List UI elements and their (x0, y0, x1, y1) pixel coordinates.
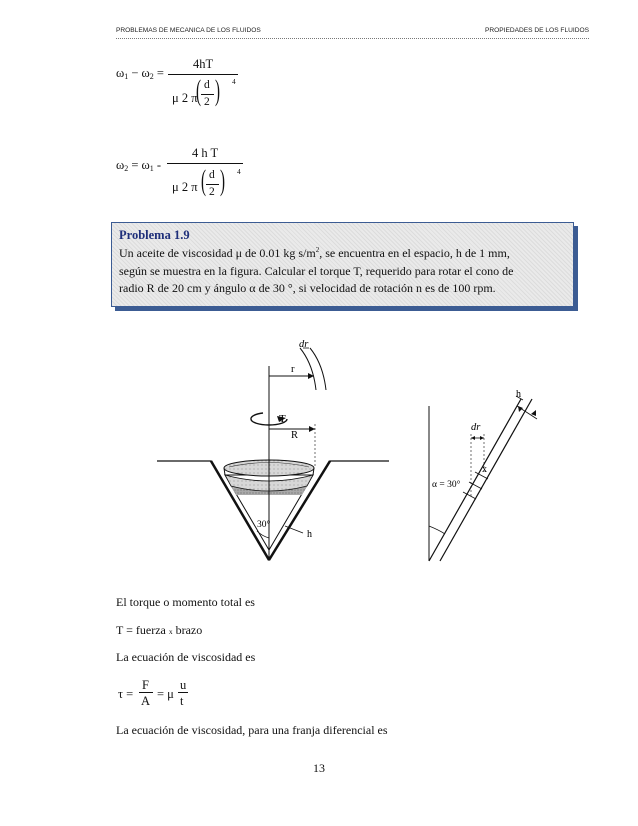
label-R: R (291, 430, 299, 441)
equation-1-numerator: 4hT (193, 57, 214, 71)
viscosity-u-over-t-bar (178, 692, 188, 693)
viscosity-F-over-A-bar (139, 692, 153, 693)
equation-1-denominator-prefix: μ 2 π (172, 91, 198, 105)
problem-title: Problema 1.9 (119, 228, 190, 242)
equation-2-exponent: 4 (237, 167, 241, 176)
header-left-title: PROBLEMAS DE MECANICA DE LOS FLUIDOS (116, 27, 261, 34)
label-r: r (291, 364, 295, 375)
label-alpha: α = 30° (432, 480, 461, 490)
equation-1-d: d (204, 79, 210, 91)
equation-2-numerator: 4 h T (192, 146, 219, 160)
equation-1-left-paren: ( (196, 74, 201, 107)
header-rule (116, 38, 589, 39)
body-line-torque-formula: T = fuerza x brazo (116, 623, 203, 637)
equation-2-two: 2 (209, 186, 215, 198)
equation-1-two: 2 (204, 96, 210, 108)
equation-1-inner-fraction-bar (201, 94, 214, 95)
problem-line-1: Un aceite de viscosidad μ de 0.01 kg $s/m^2$, se encuentra en el espacio, h de 1 mm, (119, 246, 510, 260)
viscosity-t: t (180, 694, 184, 708)
equation-2-inner-fraction-bar (206, 184, 219, 185)
viscosity-F: F (142, 678, 149, 692)
equation-2-left-paren: ( (201, 164, 206, 197)
viscosity-A: A (141, 694, 151, 708)
equation-2-d: d (209, 169, 215, 181)
equation-2-denominator-prefix: μ 2 π (172, 180, 198, 194)
header-right-title: PROPIEDADES DE LOS FLUIDOS (484, 27, 589, 34)
problem-line-2: según se muestra en la figura. Calcular el torque T, requerido para rotar el cono de (119, 263, 514, 278)
viscosity-eq-mu: = μ (157, 687, 174, 701)
equation-1-fraction-bar (168, 74, 238, 75)
equation-1-exponent: 4 (232, 77, 236, 86)
label-h-right: h (516, 389, 521, 400)
problem-line-3: radio R de 20 cm y ángulo α de 30 °, si velocidad de rotación n es de 100 rpm. (119, 281, 496, 295)
label-h-cone: h (307, 529, 312, 540)
label-T: T (279, 413, 286, 425)
body-line-torque-intro: El torque o momento total es (116, 595, 255, 609)
label-x: x (482, 464, 487, 475)
page-number: 13 (313, 761, 325, 775)
viscosity-tau: τ = (118, 687, 134, 701)
body-line-differential-strip: La ecuación de viscosidad, para una franja diferencial es (116, 723, 388, 737)
viscosity-u: u (180, 678, 187, 692)
label-cone-angle: 30° (257, 520, 271, 530)
equation-2-lhs: $\omega_2 = \omega_1$ - (116, 158, 162, 173)
problem-box (111, 222, 574, 307)
equation-1-lhs: $\omega_1 - \omega_2$ = (116, 66, 164, 81)
cone-figure (153, 336, 557, 578)
problem-statement (119, 242, 566, 298)
equation-2-right-paren: ) (220, 164, 225, 197)
label-dr-right: dr (471, 422, 481, 433)
body-line-viscosity-intro: La ecuación de viscosidad es (116, 650, 256, 664)
label-dr-top: dr (299, 339, 309, 350)
equation-1-right-paren: ) (215, 74, 220, 107)
